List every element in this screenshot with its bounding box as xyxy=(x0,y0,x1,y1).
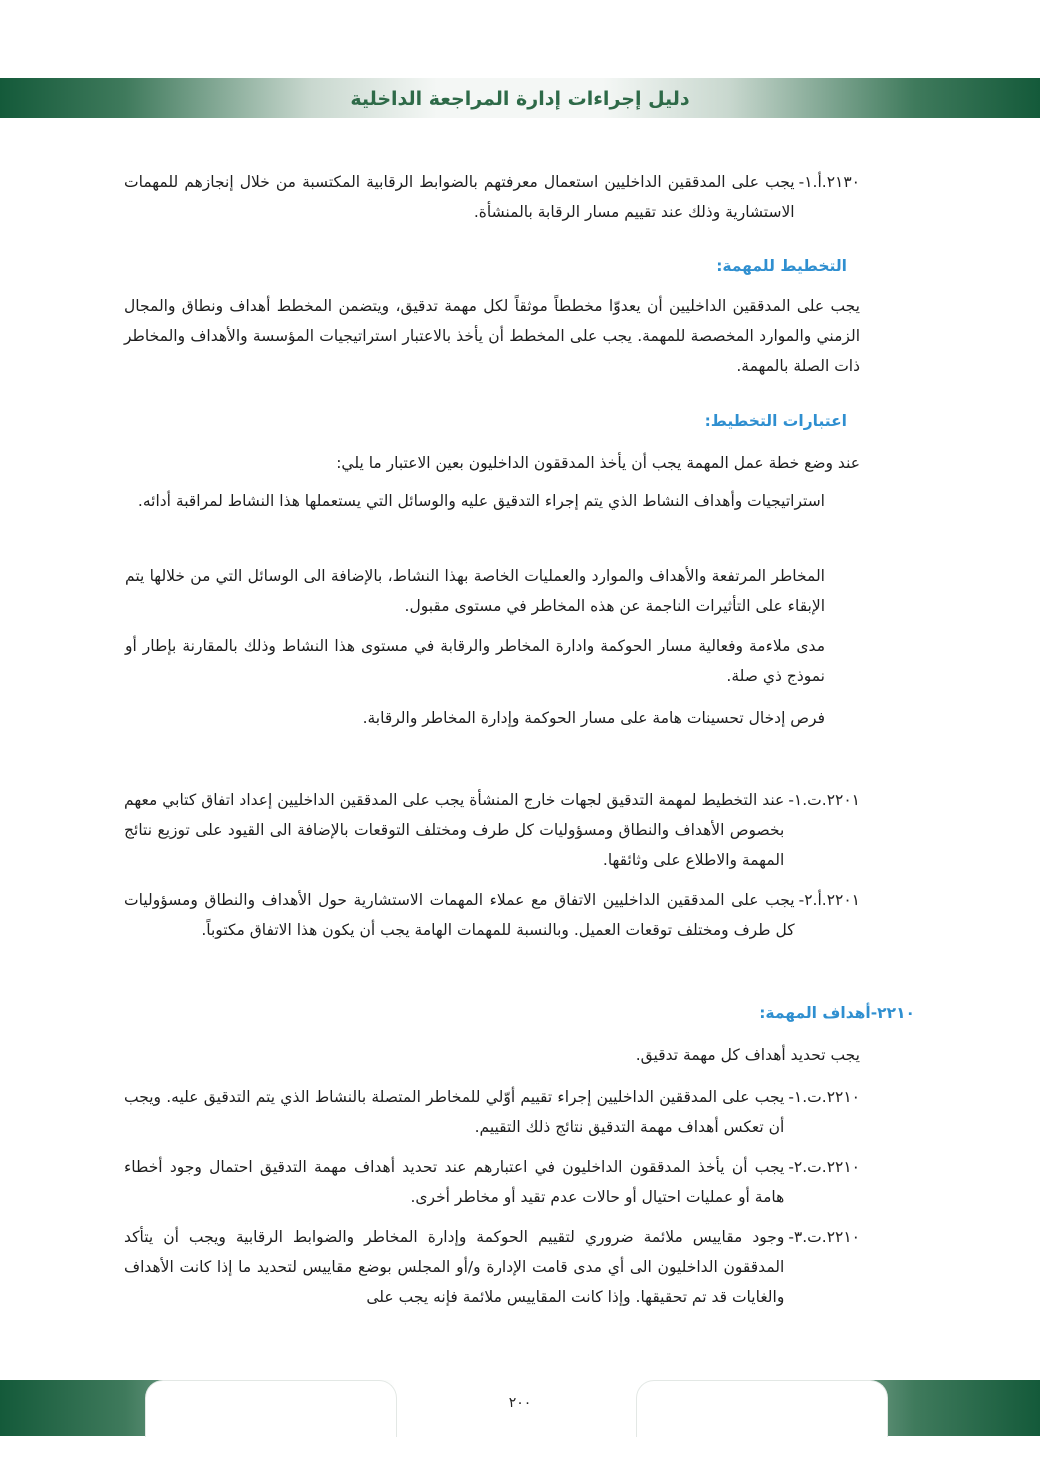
item-number: ٢٢١٠.ت.٣- xyxy=(788,1228,860,1246)
considerations-intro: عند وضع خطة عمل المهمة يجب أن يأخذ المدققون الداخليون بعين الاعتبار ما يلي: xyxy=(336,454,860,472)
item-text: عند التخطيط لمهمة التدقيق لجهات خارج المنشأة يجب على المدققين الداخليين إعداد اتفاق كتابي معهم بخصوص الأهداف والنطاق ومسؤوليات كل طرف ومختلف التوقعات بالإضافة الى القيود على توزيع نتائج المهمة والاطلاع على وثائقها. xyxy=(124,791,785,869)
paragraph-2201-a2 xyxy=(124,885,860,945)
planning-heading: التخطيط للمهمة: xyxy=(716,257,847,275)
paragraph-2210-c1 xyxy=(124,1082,860,1142)
item-text: يجب على المدققين الداخليين إجراء تقييم أوّلي للمخاطر المتصلة بالنشاط الذي يتم التدقيق عليه. ويجب أن تعكس أهداف مهمة التدقيق نتائج ذلك التقييم. xyxy=(124,1088,785,1136)
paragraph-2210-c3 xyxy=(124,1222,860,1312)
considerations-item-4: فرص إدخال تحسينات هامة على مسار الحوكمة وإدارة المخاطر والرقابة. xyxy=(362,709,825,727)
page-header-title: دليل إجراءات إدارة المراجعة الداخلية xyxy=(350,88,690,110)
paragraph-2130-a1 xyxy=(124,167,860,227)
considerations-heading: اعتبارات التخطيط: xyxy=(704,412,847,430)
item-number: ٢٢٠١.أ.٢- xyxy=(798,891,860,909)
considerations-item-3: مدى ملاءمة وفعالية مسار الحوكمة وادارة المخاطر والرقابة في مستوى هذا النشاط وذلك بالمقارنة بإطار أو نموذج ذي صلة. xyxy=(125,637,825,685)
item-text: يجب أن يأخذ المدققون الداخليون في اعتبارهم عند تحديد أهداف مهمة التدقيق احتمال وجود أخطاء هامة أو عمليات احتيال أو حالات عدم تقيد أو مخاطر أخرى. xyxy=(124,1158,785,1206)
item-text: وجود مقاييس ملائمة ضروري لتقييم الحوكمة وإدارة المخاطر والضوابط الرقابية ويجب أن يتأكد المدققون الداخليون الى أي مدى قامت الإدارة و/أو المجلس بوضع مقاييس لتحديد ما إذا كانت الأهداف والغايات قد تم تحقيقها. وإذا كانت المقاييس ملائمة فإنه يجب على xyxy=(124,1228,785,1306)
item-number: ٢٢١٠.ت.١- xyxy=(788,1088,860,1106)
considerations-item-2: المخاطر المرتفعة والأهداف والموارد والعمليات الخاصة بهذا النشاط، بالإضافة الى الوسائل التي من خلالها يتم الإبقاء على التأثيرات الناجمة عن هذه المخاطر في مستوى مقبول. xyxy=(125,567,825,615)
paragraph-2210-c2 xyxy=(124,1152,860,1212)
planning-paragraph: يجب على المدققين الداخليين أن يعدوّا مخططاً موثقاً لكل مهمة تدقيق، ويتضمن المخطط أهداف ونطاق والمجال الزمني والموارد المخصصة للمهمة. يجب على المخطط أن يأخذ بالاعتبار استراتيجيات المؤسسة والأهداف والمخاطر ذات الصلة بالمهمة. xyxy=(124,297,860,375)
footer-tab-right xyxy=(636,1380,888,1437)
item-number: ٢١٣٠.أ.١- xyxy=(798,173,860,191)
item-text: يجب على المدققين الداخليين استعمال معرفتهم بالضوابط الرقابية المكتسبة من خلال إنجازهم للمهمات الاستشارية وذلك عند تقييم مسار الرقابة بالمنشأة. xyxy=(124,173,795,221)
footer-tab-left xyxy=(145,1380,397,1437)
objectives-intro: يجب تحديد أهداف كل مهمة تدقيق. xyxy=(635,1046,860,1064)
item-number: ٢٢٠١.ت.١- xyxy=(788,791,860,809)
objectives-heading: ٢٢١٠-أهداف المهمة: xyxy=(759,1004,915,1022)
paragraph-2201-c1 xyxy=(124,785,860,875)
considerations-item-1: استراتيجيات وأهداف النشاط الذي يتم إجراء التدقيق عليه والوسائل التي يستعملها هذا النشاط لمراقبة أدائه. xyxy=(137,492,825,510)
page-number: ٢٠٠ xyxy=(508,1395,532,1411)
item-number: ٢٢١٠.ت.٢- xyxy=(788,1158,860,1176)
item-text: يجب على المدققين الداخليين الاتفاق مع عملاء المهمات الاستشارية حول الأهداف والنطاق ومسؤوليات كل طرف ومختلف توقعات العميل. وبالنسبة للمهمات الهامة يجب أن يكون هذا الاتفاق مكتوباً. xyxy=(124,891,795,939)
